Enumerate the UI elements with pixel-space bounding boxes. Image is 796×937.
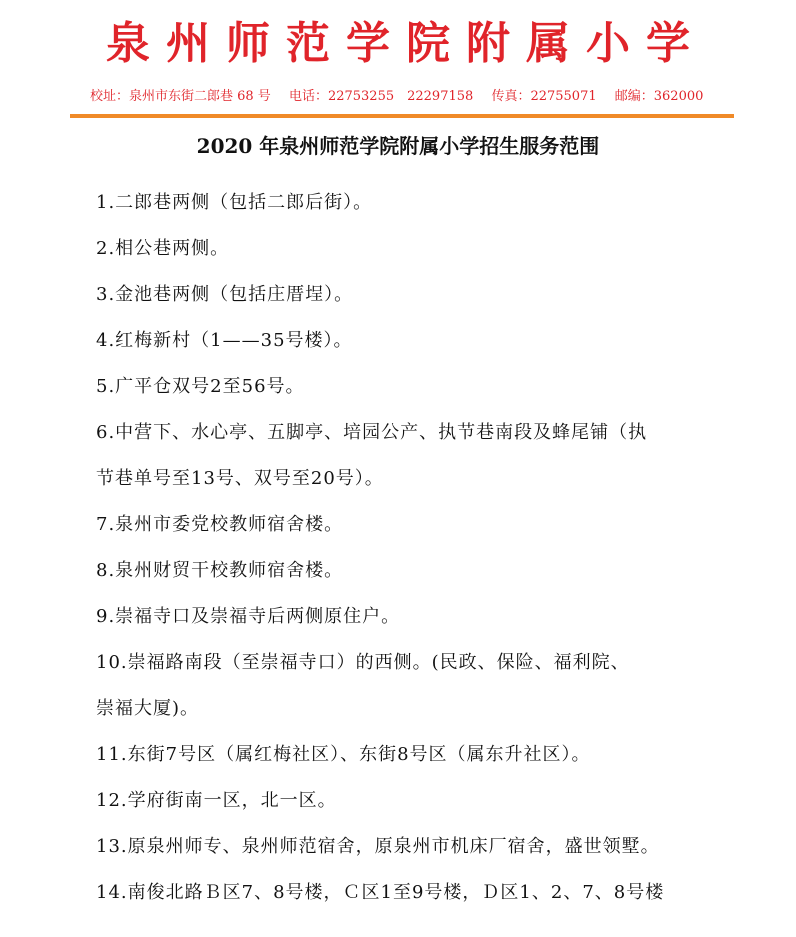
service-area-item <box>96 318 716 364</box>
service-area-item <box>96 778 716 824</box>
service-area-item <box>96 180 716 226</box>
letterhead-divider <box>70 114 734 118</box>
service-area-item-line: 11.东街7号区（属红梅社区）、东街8号区（属东升社区）。 <box>96 744 591 765</box>
service-area-item-line: 2.相公巷两侧。 <box>96 238 230 259</box>
service-area-item-line: 13.原泉州师专、泉州师范宿舍，原泉州市机床厂宿舍，盛世领墅。 <box>96 836 660 857</box>
service-area-item-line: 14.南俊北路Ｂ区7、8号楼，Ｃ区1至9号楼，Ｄ区1、2、7、8号楼 <box>96 882 665 903</box>
letterhead-contact-line <box>90 88 710 106</box>
service-area-item-line: 1.二郎巷两侧（包括二郎后街）。 <box>96 192 373 213</box>
service-area-item-line: 6.中营下、水心亭、五脚亭、培园公产、执节巷南段及蜂尾铺（执 <box>96 422 648 443</box>
service-area-item <box>96 870 716 916</box>
service-area-item <box>96 272 716 318</box>
service-area-item-line: 4.红梅新村（1——35号楼）。 <box>96 330 353 351</box>
service-area-item-line: 崇福大厦)。 <box>96 698 200 719</box>
letterhead-fax: 传真：22755071 <box>491 89 597 104</box>
service-area-item <box>96 548 716 594</box>
service-area-item <box>96 364 716 410</box>
letterhead-address: 校址：泉州市东街二郎巷 68 号 <box>90 89 271 104</box>
document-title: 2020 年泉州师范学院附属小学招生服务范围 <box>196 134 600 158</box>
service-area-list <box>96 180 716 916</box>
service-area-item-line: 9.崇福寺口及崇福寺后两侧原住户。 <box>96 606 401 627</box>
service-area-item <box>96 640 716 732</box>
service-area-item-line: 10.崇福路南段（至崇福寺口）的西侧。(民政、保险、福利院、 <box>96 652 630 673</box>
service-area-item-line: 节巷单号至13号、双号至20号）。 <box>96 468 384 489</box>
service-area-item-line: 5.广平仓双号2至56号。 <box>96 376 305 397</box>
service-area-item <box>96 226 716 272</box>
service-area-item <box>96 824 716 870</box>
letterhead-postcode: 邮编：362000 <box>614 89 704 104</box>
service-area-item <box>96 502 716 548</box>
service-area-item-line: 8.泉州财贸干校教师宿舍楼。 <box>96 560 344 581</box>
service-area-item-line: 3.金池巷两侧（包括庄厝埕）。 <box>96 284 354 305</box>
service-area-item <box>96 732 716 778</box>
letterhead-phone: 电话：22753255 22297158 <box>288 89 474 104</box>
service-area-item-line: 12.学府街南一区，北一区。 <box>96 790 337 811</box>
service-area-item-line: 7.泉州市委党校教师宿舍楼。 <box>96 514 344 535</box>
letterhead-school-name: 泉州师范学院附属小学 <box>106 18 706 69</box>
service-area-item <box>96 594 716 640</box>
service-area-item <box>96 410 716 502</box>
